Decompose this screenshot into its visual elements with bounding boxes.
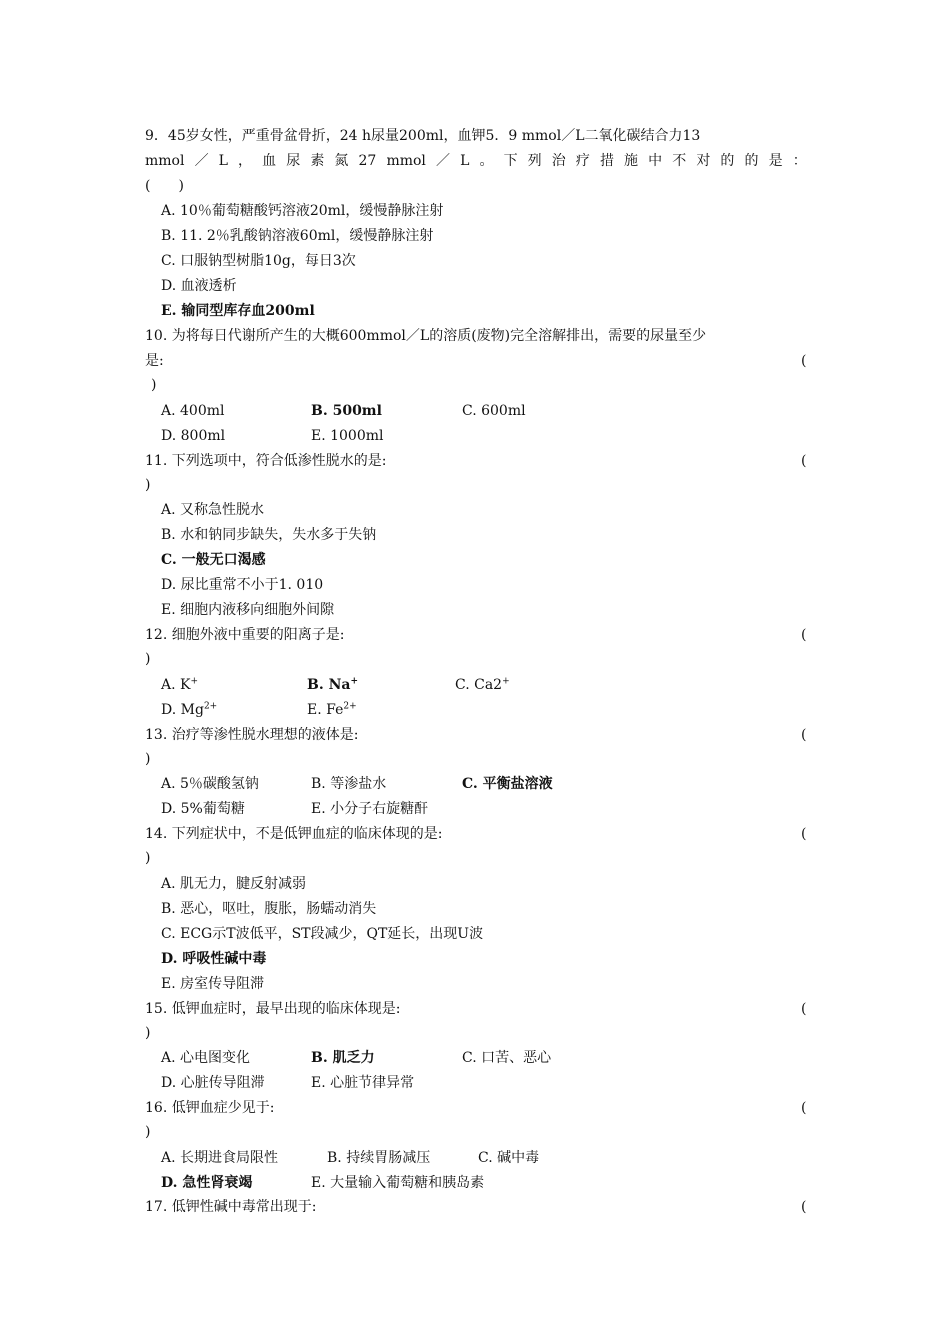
question-9-line-2-word: 疗 bbox=[575, 153, 590, 169]
question-10-option-e: E. 1000ml bbox=[311, 428, 384, 444]
question-10-option-a: A. 400ml bbox=[161, 403, 225, 419]
question-9-line-2-word: 的 bbox=[720, 153, 735, 169]
question-14-paren-close: ) bbox=[145, 850, 151, 866]
question-9-line-2-word: 中 bbox=[648, 153, 663, 169]
question-12-option-e: E. $Fe^{2+}$ bbox=[307, 701, 357, 718]
question-13-option-b: B. 等渗盐水 bbox=[311, 776, 387, 792]
question-12-paren-open: ( bbox=[801, 627, 807, 643]
question-9-line-2-word: 尿 bbox=[286, 153, 301, 169]
question-12-option-c: C. Ca2+ bbox=[455, 676, 510, 693]
question-14-option-b: B. 恶心，呕吐，腹胀，肠蠕动消失 bbox=[161, 901, 377, 917]
question-15-paren-close: ) bbox=[145, 1025, 151, 1041]
question-9-option-e-answer: E. 输同型库存血200ml bbox=[161, 303, 315, 319]
question-10-line-1: 10. 为将每日代谢所产生的大概600mmol／L的溶质(废物)完全溶解排出，需要的尿量至少 bbox=[145, 328, 707, 344]
question-16-option-a: A. 长期进食局限性 bbox=[161, 1150, 279, 1166]
question-12-text: 12. 细胞外液中重要的阳离子是: bbox=[145, 627, 345, 643]
question-10-option-c: C. 600ml bbox=[462, 403, 526, 419]
question-15-text: 15. 低钾血症时，最早出现的临床体现是: bbox=[145, 1001, 401, 1017]
question-13-option-c-answer: C. 平衡盐溶液 bbox=[462, 776, 553, 792]
question-11-paren-close: ) bbox=[145, 477, 151, 493]
question-13-text: 13. 治疗等渗性脱水理想的液体是: bbox=[145, 727, 359, 743]
question-12-option-b-answer: B. Na+ bbox=[307, 676, 358, 693]
question-16-paren-open: ( bbox=[801, 1100, 807, 1116]
question-15-option-c: C. 口苦、恶心 bbox=[462, 1050, 552, 1066]
question-15-paren-open: ( bbox=[801, 1001, 807, 1017]
question-9-line-2-word: 。 bbox=[479, 153, 494, 169]
question-11-paren-open: ( bbox=[801, 453, 807, 469]
question-15-option-d: D. 心脏传导阻滞 bbox=[161, 1075, 265, 1091]
question-9-line-2-word: 的 bbox=[744, 153, 759, 169]
question-16-option-d-answer: D. 急性肾衰竭 bbox=[161, 1175, 253, 1191]
question-9-line-2-word: ／ bbox=[436, 153, 450, 169]
question-9-option-a: A. 10％葡萄糖酸钙溶液20ml，缓慢静脉注射 bbox=[161, 203, 444, 219]
question-10-paren-close: ) bbox=[151, 377, 157, 393]
question-13-paren-close: ) bbox=[145, 751, 151, 767]
question-14-text: 14. 下列症状中，不是低钾血症的临床体现的是: bbox=[145, 826, 443, 842]
question-11-text: 11. 下列选项中，符合低渗性脱水的是: bbox=[145, 453, 387, 469]
question-11-option-e: E. 细胞内液移向细胞外间隙 bbox=[161, 602, 335, 618]
question-16-option-b: B. 持续胃肠减压 bbox=[327, 1150, 431, 1166]
question-9-line-2-word: 对 bbox=[696, 153, 711, 169]
question-9-paren: ( ) bbox=[145, 178, 184, 194]
question-9-option-b: B. 11. 2％乳酸钠溶液60ml，缓慢静脉注射 bbox=[161, 228, 434, 244]
question-9-line-2 bbox=[145, 152, 807, 170]
question-16-text: 16. 低钾血症少见于: bbox=[145, 1100, 275, 1116]
question-10-line-2: 是: bbox=[145, 353, 164, 369]
question-10-paren-open: ( bbox=[801, 353, 807, 369]
question-9-line-2-word: ： bbox=[792, 153, 807, 169]
question-17-text: 17. 低钾性碱中毒常出现于: bbox=[145, 1199, 317, 1215]
question-11-option-a: A. 又称急性脱水 bbox=[161, 502, 265, 518]
question-14-option-d-answer: D. 呼吸性碱中毒 bbox=[161, 951, 267, 967]
question-9-line-2-word: mmol bbox=[386, 153, 426, 169]
question-16-option-e: E. 大量输入葡萄糖和胰岛素 bbox=[311, 1175, 485, 1191]
question-9-option-c: C. 口服钠型树脂10g，每日3次 bbox=[161, 253, 356, 269]
question-9-line-2-word: 血 bbox=[262, 153, 277, 169]
question-11-option-d: D. 尿比重常不小于1. 010 bbox=[161, 577, 324, 593]
question-9-line-2-word: 是 bbox=[768, 153, 783, 169]
question-11-option-c-answer: C. 一般无口渴感 bbox=[161, 552, 266, 568]
question-16-option-c: C. 碱中毒 bbox=[478, 1150, 540, 1166]
question-12-option-a: A. K+ bbox=[161, 676, 199, 693]
question-11-option-b: B. 水和钠同步缺失，失水多于失钠 bbox=[161, 527, 377, 543]
question-17-paren-open: ( bbox=[801, 1199, 807, 1215]
question-9-line-2-word: 氮 bbox=[334, 153, 349, 169]
question-9-line-2-word: 治 bbox=[551, 153, 566, 169]
question-9-line-2-word: 列 bbox=[527, 153, 542, 169]
question-13-paren-open: ( bbox=[801, 727, 807, 743]
question-14-option-c: C. ECG示T波低平，ST段减少，QT延长，出现U波 bbox=[161, 926, 484, 942]
question-14-paren-open: ( bbox=[801, 826, 807, 842]
question-9-line-2-word: mmol bbox=[145, 153, 185, 169]
question-9-line-2-word: ／ bbox=[194, 153, 209, 169]
question-10-option-b-answer: B. 500ml bbox=[311, 403, 382, 419]
question-15-option-e: E. 心脏节律异常 bbox=[311, 1075, 415, 1091]
question-15-option-b-answer: B. 肌乏力 bbox=[311, 1050, 375, 1066]
question-12-option-d: D. $Mg^{2+}$ bbox=[161, 701, 218, 718]
question-9-line-1: 9．45岁女性，严重骨盆骨折，24 h尿量200ml，血钾5．9 mmol／L二氧化碳结合力13 bbox=[145, 128, 701, 144]
question-9-line-2-word: 27 bbox=[358, 153, 377, 169]
question-14-option-a: A. 肌无力，腱反射减弱 bbox=[161, 876, 307, 892]
question-10-option-d: D. 800ml bbox=[161, 428, 226, 444]
question-9-line-2-word: 措 bbox=[599, 153, 614, 169]
question-15-option-a: A. 心电图变化 bbox=[161, 1050, 251, 1066]
question-14-option-e: E. 房室传导阻滞 bbox=[161, 976, 265, 992]
question-16-paren-close: ) bbox=[145, 1124, 151, 1140]
question-9-line-2-word: ， bbox=[238, 153, 253, 169]
question-9-line-2-word: L bbox=[218, 153, 228, 169]
question-13-option-a: A. 5％碳酸氢钠 bbox=[161, 776, 259, 792]
question-9-option-d: D. 血液透析 bbox=[161, 278, 237, 294]
question-9-line-2-word: 素 bbox=[310, 153, 325, 169]
question-13-option-d: D. 5%葡萄糖 bbox=[161, 801, 245, 817]
question-12-paren-close: ) bbox=[145, 651, 151, 667]
question-13-option-e: E. 小分子右旋糖酐 bbox=[311, 801, 429, 817]
question-9-line-2-word: 不 bbox=[672, 153, 687, 169]
question-9-line-2-word: 下 bbox=[503, 153, 518, 169]
question-9-line-2-word: L bbox=[460, 153, 470, 169]
question-9-line-2-word: 施 bbox=[624, 153, 639, 169]
